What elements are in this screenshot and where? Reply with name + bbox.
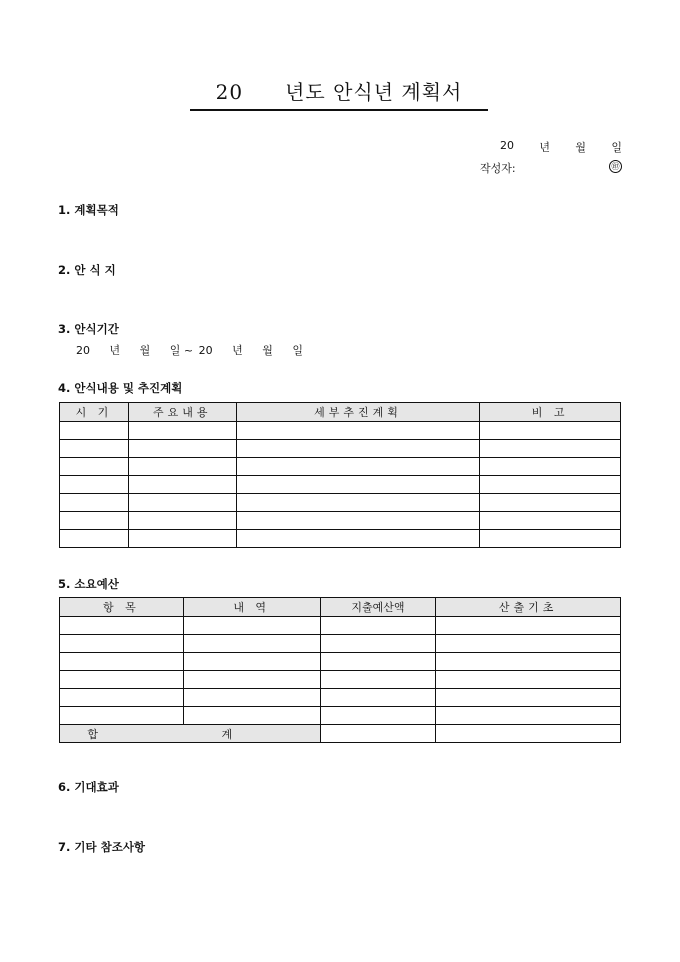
budget-header-basis: 산출기초 [436,598,621,617]
table-cell[interactable] [480,494,621,512]
table-cell[interactable] [60,671,184,689]
section-etc: 7. 기타 참조사항 [58,840,146,854]
period-day-unit-2: 일 [292,344,304,357]
table-cell[interactable] [60,689,184,707]
table-row [60,671,621,689]
table-cell[interactable] [236,530,480,548]
table-cell[interactable] [320,671,436,689]
table-cell[interactable] [236,422,480,440]
budget-total-basis[interactable] [436,725,621,743]
table-cell[interactable] [320,617,436,635]
table-cell[interactable] [128,530,236,548]
period-year-unit-1: 년 [109,344,121,357]
table-cell[interactable] [183,689,320,707]
budget-header-row [60,598,621,617]
period-year-unit-2: 년 [232,344,243,357]
table-cell[interactable] [480,530,621,548]
table-cell[interactable] [183,617,320,635]
table-cell[interactable] [60,458,129,476]
date-month-unit: 월 [575,141,586,154]
plan-table [59,402,621,548]
table-cell[interactable] [128,440,236,458]
budget-table [59,597,621,743]
budget-total-row [60,725,621,743]
table-row [60,635,621,653]
period-start-year: 20 [76,344,90,357]
title-year: 20 [215,80,244,104]
table-row [60,707,621,725]
table-cell[interactable] [320,689,436,707]
table-row [60,476,621,494]
table-row [60,458,621,476]
table-cell[interactable] [236,494,480,512]
section-location: 2. 안 식 지 [58,263,116,277]
table-cell[interactable] [320,635,436,653]
budget-header-amount: 지출예산액 [320,598,436,617]
table-row [60,440,621,458]
table-cell[interactable] [436,635,621,653]
table-cell[interactable] [436,707,621,725]
budget-header-item: 항 목 [60,598,184,617]
table-cell[interactable] [60,494,129,512]
period-end-year: 20 [198,344,213,357]
table-cell[interactable] [60,635,184,653]
table-cell[interactable] [60,617,184,635]
table-cell[interactable] [236,440,480,458]
period-month-unit-2: 월 [262,344,273,357]
document-title [190,76,488,111]
table-cell[interactable] [480,512,621,530]
table-row [60,422,621,440]
table-cell[interactable] [60,530,129,548]
title-text: 년도 안식년 계획서 [285,80,463,104]
date-day-unit: 일 [611,141,622,154]
author-label: 작성자: [480,162,516,175]
table-cell[interactable] [320,653,436,671]
table-cell[interactable] [128,512,236,530]
table-cell[interactable] [320,707,436,725]
table-cell[interactable] [183,653,320,671]
section-plan: 4. 안식내용 및 추진계획 [58,381,183,395]
budget-header-detail: 내 역 [183,598,320,617]
section-purpose: 1. 계획목적 [58,203,119,217]
plan-header-period: 시 기 [60,403,129,422]
table-cell[interactable] [60,512,129,530]
period-day-unit-1: 일 ~ [169,344,194,357]
date-year: 20 [500,139,514,152]
budget-total-label: 합 계 [60,725,321,743]
document-date [500,139,622,155]
table-cell[interactable] [480,422,621,440]
table-cell[interactable] [436,617,621,635]
table-cell[interactable] [436,653,621,671]
table-cell[interactable] [236,458,480,476]
section-budget: 5. 소요예산 [58,577,119,591]
budget-total-amount[interactable] [320,725,436,743]
plan-header-row [60,403,621,422]
table-cell[interactable] [183,671,320,689]
date-year-unit: 년 [539,141,550,154]
table-row [60,530,621,548]
table-cell[interactable] [480,476,621,494]
table-cell[interactable] [236,476,480,494]
table-cell[interactable] [183,635,320,653]
table-row [60,494,621,512]
table-row [60,653,621,671]
table-cell[interactable] [128,476,236,494]
table-cell[interactable] [60,476,129,494]
table-cell[interactable] [480,458,621,476]
table-cell[interactable] [60,422,129,440]
table-row [60,617,621,635]
period-month-unit-1: 월 [139,344,151,357]
table-row [60,512,621,530]
table-cell[interactable] [128,422,236,440]
plan-header-main: 주요내용 [128,403,236,422]
table-cell[interactable] [436,671,621,689]
seal-icon: ㊞ [609,160,622,173]
author-line [480,160,622,176]
table-cell[interactable] [480,440,621,458]
table-cell[interactable] [436,689,621,707]
plan-header-note: 비 고 [480,403,621,422]
period-line [76,342,319,358]
table-cell[interactable] [236,512,480,530]
table-cell[interactable] [128,494,236,512]
table-cell[interactable] [60,440,129,458]
section-effect: 6. 기대효과 [58,780,119,794]
table-cell[interactable] [183,707,320,725]
plan-header-detail: 세부추진계획 [236,403,480,422]
table-cell[interactable] [60,653,184,671]
section-period: 3. 안식기간 [58,322,119,336]
table-row [60,689,621,707]
table-cell[interactable] [60,707,184,725]
table-cell[interactable] [128,458,236,476]
